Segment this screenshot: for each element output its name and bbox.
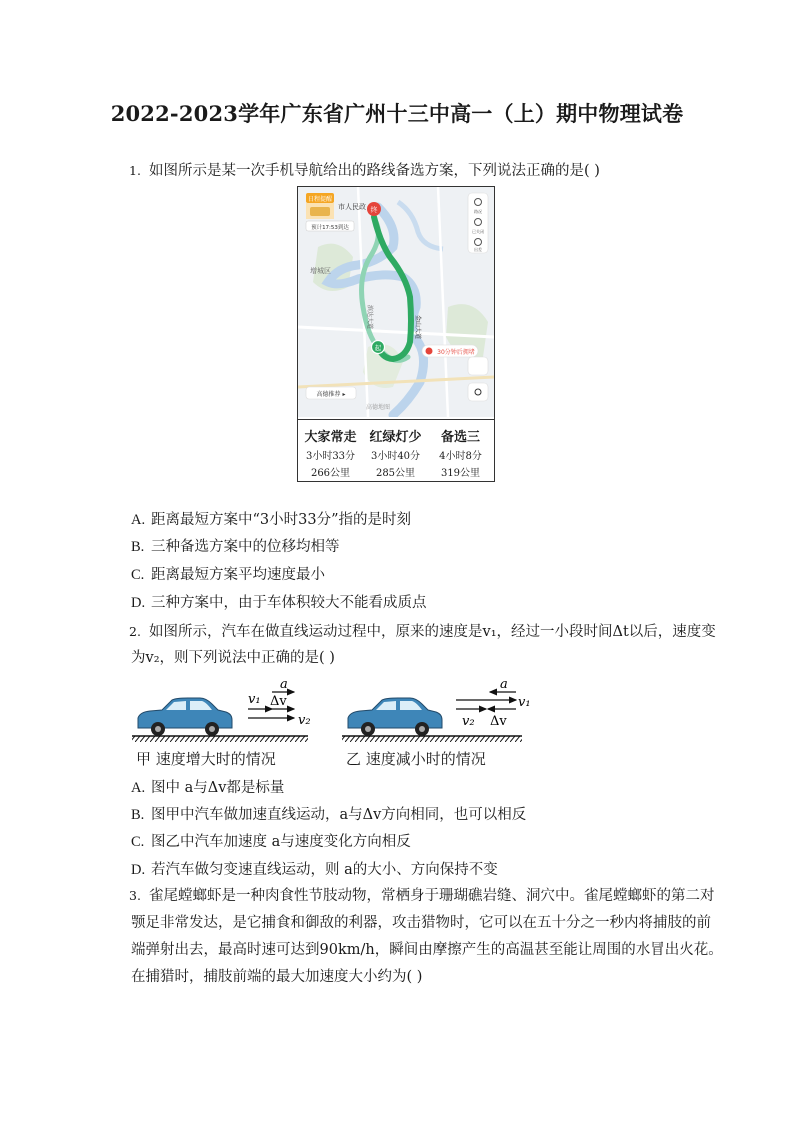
question-2-line-2: 为v₂，则下列说法中正确的是( ) bbox=[131, 650, 335, 666]
route-option-distance: 285公里 bbox=[375, 468, 416, 479]
map-road1-label: 滨达大道 bbox=[366, 305, 373, 330]
option-label: A. bbox=[131, 512, 146, 528]
map-end-marker: 终 bbox=[370, 206, 378, 214]
velocity-diagram-svg bbox=[130, 676, 530, 746]
q2-option-c[interactable] bbox=[131, 832, 411, 852]
question-1-text: 如图所示是某一次手机导航给出的路线备选方案，下列说法正确的是( ) bbox=[149, 163, 600, 179]
q1-option-c[interactable] bbox=[131, 565, 325, 585]
question-3-line-2: 颚足非常发达，是它捕食和御敌的利器，攻击猎物时，它可以在五十分之一秒内将捕肢的前 bbox=[131, 915, 711, 931]
q1-option-b[interactable] bbox=[131, 537, 340, 557]
option-text: 三种方案中，由于车体积较大不能看成质点 bbox=[151, 595, 427, 611]
left-dv-label: Δv bbox=[270, 694, 287, 709]
question-3-line-4: 在捕猎时，捕肢前端的最大加速度大小约为( ) bbox=[131, 969, 423, 985]
car-left bbox=[138, 698, 232, 736]
map-area bbox=[298, 187, 494, 417]
option-label: D. bbox=[131, 862, 146, 878]
option-label: D. bbox=[131, 595, 146, 611]
caption-left: 甲 速度增大时的情况 bbox=[136, 750, 276, 768]
option-text: 三种备选方案中的位移均相等 bbox=[151, 539, 340, 555]
q1-option-d[interactable] bbox=[131, 593, 427, 613]
option-text: 距离最短方案平均速度最小 bbox=[151, 567, 325, 583]
right-v1-label: v₁ bbox=[518, 695, 530, 710]
route-option-distance: 319公里 bbox=[440, 468, 481, 479]
option-label: A. bbox=[131, 780, 146, 796]
question-1-number: 1. bbox=[129, 163, 141, 178]
option-text: 图甲中汽车做加速直线运动，a与Δv方向相同，也可以相反 bbox=[151, 807, 527, 823]
q1-option-a[interactable] bbox=[131, 510, 411, 530]
map-start-marker: 起 bbox=[374, 344, 382, 352]
velocity-diagram bbox=[130, 676, 530, 768]
right-v2-label: v₂ bbox=[462, 714, 475, 729]
map-congestion-label: 30分钟后拥堵 bbox=[437, 349, 475, 356]
left-v2-label: v₂ bbox=[298, 713, 311, 728]
route-option-time: 4小时8分 bbox=[439, 451, 482, 462]
caption-right: 乙 速度减小时的情况 bbox=[346, 750, 486, 768]
map-recommend-label: 高德推荐 ▸ bbox=[316, 391, 346, 398]
page-title: 2022-2023学年广东省广州十三中高一（上）期中物理试卷 bbox=[110, 101, 684, 126]
route-option-name: 红绿灯少 bbox=[369, 430, 422, 445]
map-destination-label: 市人民政 bbox=[338, 203, 366, 211]
route-option-time: 3小时33分 bbox=[305, 451, 356, 462]
q2-option-a[interactable] bbox=[131, 778, 284, 798]
option-label: C. bbox=[131, 567, 145, 583]
option-text: 距离最短方案中“3小时33分”指的是时刻 bbox=[151, 512, 412, 528]
option-text: 图乙中汽车加速度 a与速度变化方向相反 bbox=[151, 834, 411, 850]
map-side-label-1: 路况 bbox=[474, 209, 482, 214]
map-brand-label: 高德地图 bbox=[365, 404, 391, 411]
left-a-label: a bbox=[280, 677, 288, 692]
question-3-number: 3. bbox=[129, 888, 141, 903]
right-a-label: a bbox=[500, 677, 508, 692]
map-district-label: 增城区 bbox=[310, 267, 331, 275]
map-eta-label: 预计17:53到达 bbox=[311, 225, 349, 231]
question-3-line-3: 端弹射出去，最高时速可达到90km/h，瞬间由摩擦产生的高温甚至能让周围的水冒出火花。 bbox=[131, 942, 723, 958]
navigation-map-figure bbox=[297, 186, 495, 482]
question-2-line-1: 如图所示，汽车在做直线运动过程中，原来的速度是v₁，经过一小段时间Δt以后，速度变 bbox=[149, 624, 716, 640]
map-side-label-2: 已关闭 bbox=[472, 229, 484, 234]
option-text: 若汽车做匀变速直线运动，则 a的大小、方向保持不变 bbox=[151, 862, 498, 878]
map-badge-text: 日程提醒 bbox=[307, 196, 333, 203]
route-option-distance: 266公里 bbox=[310, 468, 351, 479]
option-label: C. bbox=[131, 834, 145, 850]
option-text: 图中 a与Δv都是标量 bbox=[151, 780, 285, 796]
question-2-number: 2. bbox=[129, 624, 141, 639]
map-side-label-3: 出差 bbox=[474, 247, 482, 252]
map-illustration bbox=[298, 187, 494, 417]
route-option-name: 备选三 bbox=[440, 430, 480, 445]
route-options-table bbox=[298, 419, 494, 482]
option-label: B. bbox=[131, 539, 145, 555]
q2-option-b[interactable] bbox=[131, 805, 526, 825]
question-3-line-1: 雀尾螳螂虾是一种肉食性节肢动物，常栖身于珊瑚礁岩缝、洞穴中。雀尾螳螂虾的第二对 bbox=[149, 888, 715, 904]
route-option-time: 3小时40分 bbox=[370, 451, 421, 462]
q2-option-d[interactable] bbox=[131, 860, 498, 880]
option-label: B. bbox=[131, 807, 145, 823]
right-dv-label: Δv bbox=[490, 714, 507, 729]
route-option-name: 大家常走 bbox=[304, 430, 357, 445]
left-v1-label: v₁ bbox=[248, 692, 261, 707]
map-road2-label: 金山大道 bbox=[414, 315, 421, 340]
car-right bbox=[348, 698, 442, 736]
